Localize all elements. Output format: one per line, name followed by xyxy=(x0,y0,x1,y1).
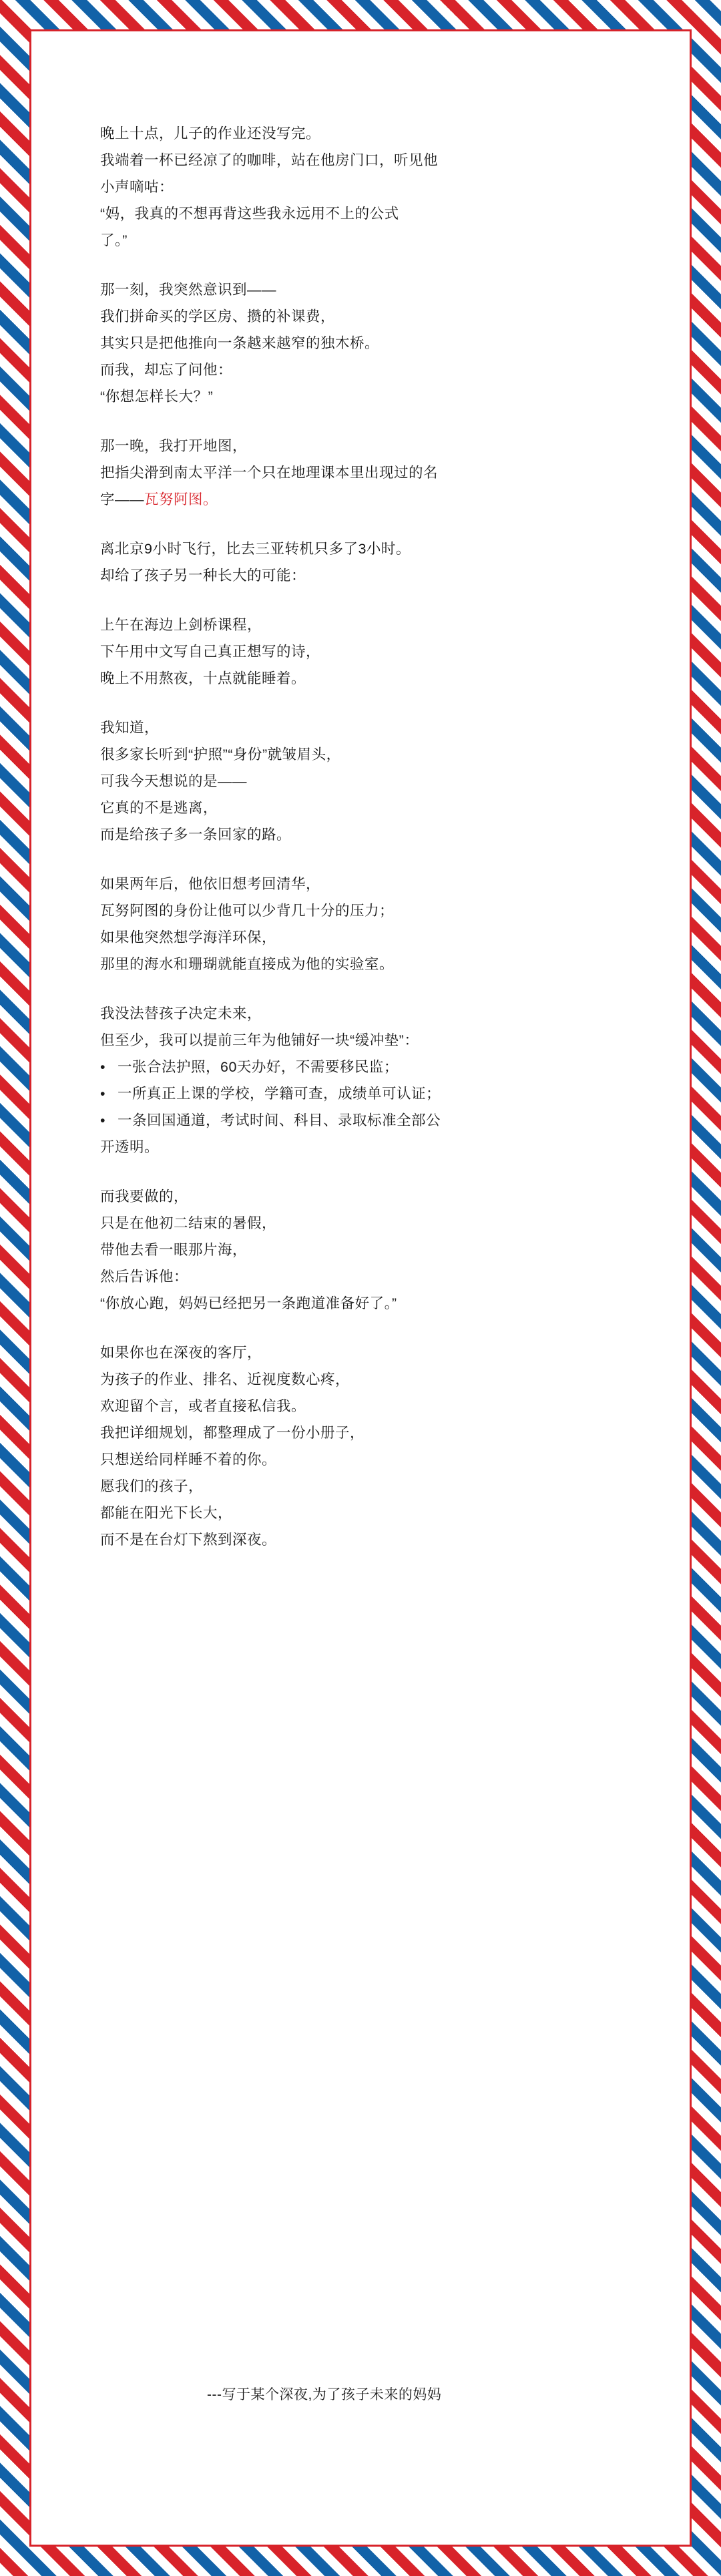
text-line: 那一晚，我打开地图， xyxy=(100,438,248,454)
paragraph-9 xyxy=(100,1183,641,1317)
text-line-highlighted xyxy=(100,486,641,513)
text-line: 却给了孩子另一种长大的可能： xyxy=(100,568,306,584)
text-line: 都能在阳光下长大， xyxy=(100,1505,233,1521)
text-line: 那里的海水和珊瑚就能直接成为他的实验室。 xyxy=(100,956,395,972)
text-line: 可我今天想说的是—— xyxy=(100,773,248,789)
text-line: 开透明。 xyxy=(100,1139,160,1155)
paper-rule-left xyxy=(29,29,31,2547)
paragraph-4 xyxy=(100,535,641,589)
text-line: 了。” xyxy=(100,232,128,248)
text-line: “妈，我真的不想再背这些我永远用不上的公式 xyxy=(100,206,399,222)
text-line: 上午在海边上剑桥课程， xyxy=(100,617,262,633)
text-line: 那一刻，我突然意识到—— xyxy=(100,282,277,298)
text-line: 其实只是把他推向一条越来越窄的独木桥。 xyxy=(100,335,380,351)
bullet-dot-icon: • xyxy=(100,1112,106,1128)
paragraph-6 xyxy=(100,714,641,848)
highlighted-place-name: 瓦努阿图。 xyxy=(144,491,218,507)
paragraph-5 xyxy=(100,612,641,692)
text-line: 如果他突然想学海洋环保， xyxy=(100,929,277,945)
letter-signature: ---写于某个深夜,为了孩子未来的妈妈 xyxy=(207,2387,442,2402)
text-line: 我端着一杯已经凉了的咖啡，站在他房门口，听见他 xyxy=(100,152,439,168)
paper-rule-bottom xyxy=(29,2545,692,2547)
list-item-label: 一张合法护照，60天办好，不需要移民监； xyxy=(117,1059,399,1075)
list-item-label: 一条回国通道，考试时间、科目、录取标准全部公 xyxy=(117,1112,441,1128)
text-line: 离北京9小时飞行，比去三亚转机只多了3小时。 xyxy=(100,541,411,557)
text-line: 我没法替孩子决定未来， xyxy=(100,1006,262,1022)
paragraph-1 xyxy=(100,120,641,254)
paragraph-7 xyxy=(100,871,641,978)
paragraph-10 xyxy=(100,1339,641,1553)
text-line: 欢迎留个言，或者直接私信我。 xyxy=(100,1398,306,1414)
text-line: 晚上不用熬夜，十点就能睡着。 xyxy=(100,670,306,686)
text-line: 下午用中文写自己真正想写的诗， xyxy=(100,644,321,660)
text-segment: 字—— xyxy=(100,491,145,507)
bullet-dot-icon: • xyxy=(100,1086,106,1102)
text-line: 我们拼命买的学区房、攒的补课费， xyxy=(100,308,336,325)
paragraph-2 xyxy=(100,276,641,410)
text-line: 而我，却忘了问他： xyxy=(100,362,233,378)
text-line: 而我要做的， xyxy=(100,1189,189,1205)
paragraph-3 xyxy=(100,433,641,513)
benefits-list xyxy=(100,1054,641,1134)
text-line: 我知道， xyxy=(100,720,160,736)
text-line: 它真的不是逃离， xyxy=(100,800,218,816)
letter-body xyxy=(100,120,641,1576)
list-item xyxy=(100,1054,641,1080)
text-line: “你想怎样长大？” xyxy=(100,389,214,405)
text-line: 把指尖滑到南太平洋一个只在地理课本里出现过的名 xyxy=(100,465,439,481)
text-line: 小声嘀咕： xyxy=(100,179,174,195)
text-line: 只想送给同样睡不着的你。 xyxy=(100,1452,277,1468)
text-line: 我把详细规划，都整理成了一份小册子， xyxy=(100,1425,365,1441)
text-line: 然后告诉他： xyxy=(100,1269,189,1285)
text-line: 如果两年后，他依旧想考回清华， xyxy=(100,876,321,892)
list-item-label: 一所真正上课的学校，学籍可查，成绩单可认证； xyxy=(117,1086,441,1102)
text-line: 但至少，我可以提前三年为他铺好一块“缓冲垫”： xyxy=(100,1032,419,1048)
paper-rule-top xyxy=(29,29,692,31)
text-line: 为孩子的作业、排名、近视度数心疼， xyxy=(100,1371,350,1387)
text-line: “你放心跑，妈妈已经把另一条跑道准备好了。” xyxy=(100,1295,397,1311)
list-item xyxy=(100,1107,641,1134)
text-line: 瓦努阿图的身份让他可以少背几十分的压力； xyxy=(100,903,395,919)
text-line: 如果你也在深夜的客厅， xyxy=(100,1345,262,1361)
bullet-dot-icon: • xyxy=(100,1059,106,1075)
text-line: 而不是在台灯下熬到深夜。 xyxy=(100,1532,277,1548)
paragraph-8 xyxy=(100,1000,641,1160)
paper-rule-right xyxy=(690,29,692,2547)
text-line: 很多家长听到“护照”“身份”就皱眉头， xyxy=(100,746,341,763)
text-line: 愿我们的孩子， xyxy=(100,1478,204,1494)
text-line: 只是在他初二结束的暑假， xyxy=(100,1215,277,1231)
text-line: 而是给孩子多一条回家的路。 xyxy=(100,827,292,843)
list-item xyxy=(100,1080,641,1107)
text-line: 晚上十点，儿子的作业还没写完。 xyxy=(100,126,321,142)
text-line: 带他去看一眼那片海， xyxy=(100,1242,248,1258)
